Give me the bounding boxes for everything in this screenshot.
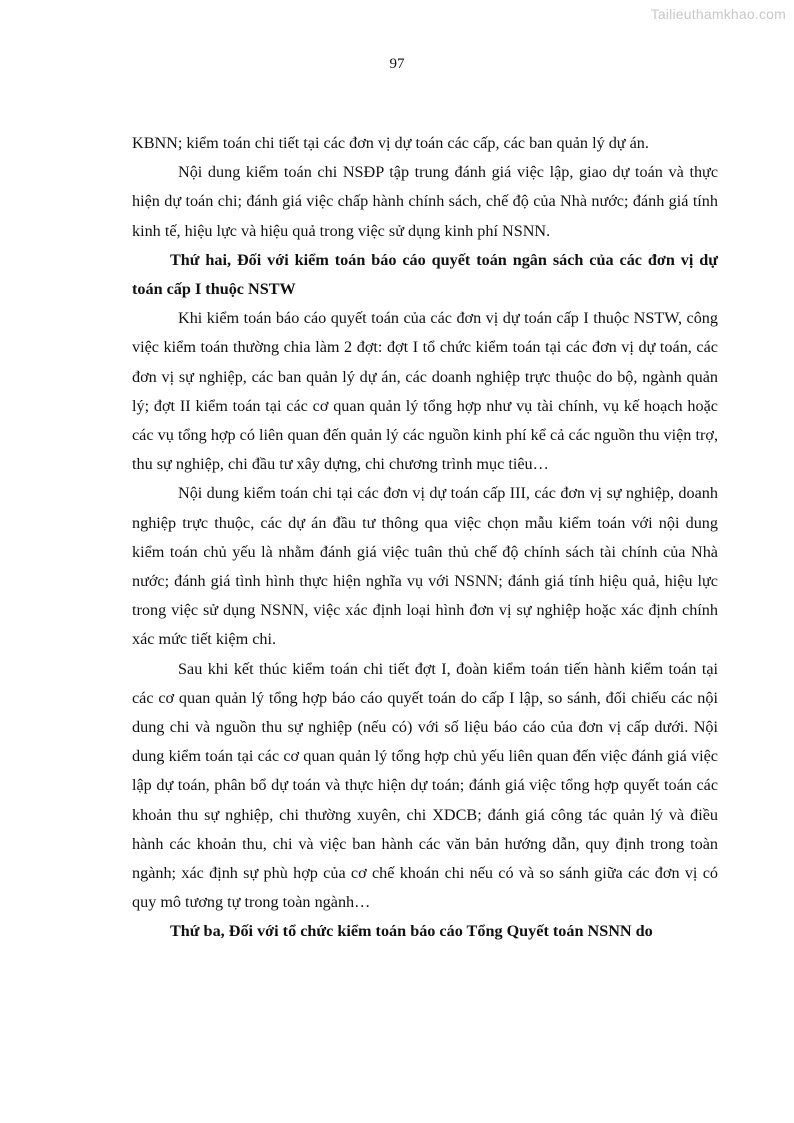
page-number: 97 [389, 56, 405, 72]
paragraph-audit-phases: Khi kiểm toán báo cáo quyết toán của các đơn vị dự toán cấp I thuộc NSTW, công việc kiểm toán thường chia làm 2 đợt: đợt I tổ chức kiểm toán tại các đơn vị dự toán, các đơn vị sự nghiệp, các ban quản lý dự án, các doanh nghiệp trực thuộc do bộ, ngành quản lý; đợt II kiểm toán tại các cơ quan quản lý tổng hợp như vụ tài chính, vụ kế hoạch hoặc các vụ tổng hợp có liên quan đến quản lý các nguồn kinh phí kể cả các nguồn thu viện trợ, thu sự nghiệp, chi đầu tư xây dựng, chi chương trình mục tiêu… [132, 309, 718, 474]
paragraph-continuation: KBNN; kiểm toán chi tiết tại các đơn vị dự toán các cấp, các ban quản lý dự án. [132, 134, 649, 152]
paragraph-level3-audit: Nội dung kiểm toán chi tại các đơn vị dự toán cấp III, các đơn vị sự nghiệp, doanh nghiệp trực thuộc, các dự án đầu tư thông qua việc chọn mẫu kiểm toán với nội dung kiểm toán chủ yếu là nhằm đánh giá việc tuân thủ chế độ chính sách tài chính của Nhà nước; đánh giá tình hình thực hiện nghĩa vụ với NSNN; đánh giá tính hiệu quả, hiệu lực trong việc sử dụng NSNN, việc xác định loại hình đơn vị sự nghiệp hoặc xác định chính xác mức tiết kiệm chi. [132, 484, 718, 649]
paragraph-nsdp-content: Nội dung kiểm toán chi NSĐP tập trung đánh giá việc lập, giao dự toán và thực hiện dự toán chi; đánh giá việc chấp hành chính sách, chế độ của Nhà nước; đánh giá tính kinh tế, hiệu lực và hiệu quả trong việc sử dụng kinh phí NSNN. [132, 163, 718, 240]
paragraph-phase-one-followup: Sau khi kết thúc kiểm toán chi tiết đợt I, đoàn kiểm toán tiến hành kiểm toán tại các cơ quan quản lý tổng hợp báo cáo quyết toán do cấp I lập, so sánh, đối chiếu các nội dung chi và nguồn thu sự nghiệp (nếu có) với số liệu báo cáo của đơn vị cấp dưới. Nội dung kiểm toán tại các cơ quan quản lý tổng hợp chủ yếu liên quan đến việc đánh giá việc lập dự toán, phân bổ dự toán và thực hiện dự toán; đánh giá việc tổng hợp quyết toán các khoản thu sự nghiệp, chi thường xuyên, chi XDCB; đánh giá công tác quản lý và điều hành các khoản thu, chi và việc ban hành các văn bản hướng dẫn, quy định trong toàn ngành; xác định sự phù hợp của cơ chế khoán chi nếu có và so sánh giữa các đơn vị có quy mô tương tự trong toàn ngành… [132, 659, 718, 912]
section-heading-third: Thứ ba, Đối với tổ chức kiểm toán báo cáo Tổng Quyết toán NSNN do [170, 922, 653, 941]
document-body [132, 129, 718, 947]
watermark: Tailieuthamkhao.com [650, 6, 786, 22]
section-heading-second: Thứ hai, Đối với kiểm toán báo cáo quyết toán ngân sách của các đơn vị dự toán cấp I thuộc NSTW [132, 250, 718, 299]
